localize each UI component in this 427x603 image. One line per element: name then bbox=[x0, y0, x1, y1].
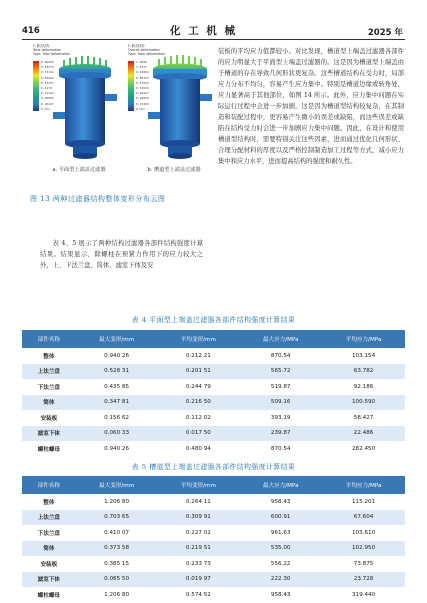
table-cell: 1.206 80 bbox=[76, 494, 158, 510]
table-cell: 滤室下体 bbox=[22, 572, 76, 588]
table-cell: 下法兰盘 bbox=[22, 525, 76, 541]
column-header: 平均变形/mm bbox=[157, 330, 239, 348]
column-header: 部件名称 bbox=[22, 330, 76, 348]
table-cell: 0.264 11 bbox=[157, 494, 239, 510]
table-cell: 安装板 bbox=[22, 410, 76, 426]
table-cell: 958.43 bbox=[239, 494, 322, 510]
table-row bbox=[22, 510, 405, 526]
table-cell: 0.385 15 bbox=[76, 556, 158, 572]
legend-value: 0.83579 bbox=[41, 65, 54, 70]
table-cell: 319.440 bbox=[322, 587, 405, 603]
panel-b-head-line: F: 静态结构 bbox=[128, 44, 145, 48]
table-cell: 239.87 bbox=[239, 426, 322, 442]
table-cell: 筒体 bbox=[22, 541, 76, 557]
legend-value: 1.0727 bbox=[136, 65, 147, 70]
table-cell: 0.347 81 bbox=[76, 395, 158, 411]
table-cell: 0.233 73 bbox=[157, 556, 239, 572]
table-row bbox=[22, 441, 405, 457]
table-cell: 115.201 bbox=[322, 494, 405, 510]
legend-value: 0.80453 bbox=[136, 75, 149, 80]
journal-title: 化 工 机 械 bbox=[170, 25, 237, 37]
table-cell: 0.703 65 bbox=[76, 510, 158, 526]
legend-value: 0.40227 bbox=[136, 91, 149, 96]
table-header-row bbox=[22, 330, 405, 348]
panel-b-filter-model bbox=[146, 54, 218, 162]
table-row bbox=[22, 364, 405, 380]
table-4 bbox=[22, 330, 405, 457]
legend-value: 0 Min bbox=[41, 106, 51, 111]
table-row bbox=[22, 541, 405, 557]
legend-value: 0 Min bbox=[136, 106, 146, 111]
legend-value: 0.13409 bbox=[136, 101, 149, 106]
column-header: 最大应力/MPa bbox=[239, 330, 322, 348]
column-header: 平均应力/MPa bbox=[322, 476, 405, 494]
figure-panel-a bbox=[33, 44, 125, 179]
table-cell: 0.410 07 bbox=[76, 525, 158, 541]
column-header: 最大变形/mm bbox=[76, 330, 158, 348]
table-cell: 0.219 51 bbox=[157, 541, 239, 557]
panel-a-filter-model bbox=[51, 54, 123, 162]
table-row bbox=[22, 410, 405, 426]
table-cell: 滤室下体 bbox=[22, 426, 76, 442]
paragraph: 表 4、5 展示了两种结构过滤器各部件结构强度计算结果。结果显示，除螺柱在预紧力作用下的应力较大之外，上、下法兰盘、筒体、滤室下体及安 bbox=[40, 240, 203, 269]
table-row bbox=[22, 395, 405, 411]
legend-value: 0.31342 bbox=[41, 91, 54, 96]
legend-value: 0.62684 bbox=[41, 75, 54, 80]
table-cell: 0.528 31 bbox=[76, 364, 158, 380]
legend-value: 0.20895 bbox=[41, 96, 54, 101]
legend-value: 0.26818 bbox=[136, 96, 149, 101]
table-cell: 282.450 bbox=[322, 441, 405, 457]
table-cell: 0.480 94 bbox=[157, 441, 239, 457]
paragraph: 装板的平均应力值都较小。对比发现，槽道型上端盖过滤器各部件的应力明显大于平面型上端盖过滤器的。这是因为槽道型上端盖由于槽道的存在导致几何形状更复杂。这些槽道结构在受力时，局部应力分布不均匀，容易产生应力集中。特别是槽道边缘或转角处，应力显著高于其他部位，如图 14 所示。此外，应力集中问题在实际运行过程中会进一步加剧，这是因为槽道型结构较复杂，在其制造和装配过程中，更容易产生微小的误差或缺陷，而这些误差或缺陷在结构受力时会进一步加剧应力集中问题。因此，在设计和使用槽道型结构时，需要特别关注这些因素，进而通过优化几何形状、合理分配材料的厚度以及严格控制制造加工过程等方式，减小应力集中和应力水平，进而提高结构的强度和耐久性。 bbox=[218, 48, 404, 165]
table-cell: 0.017 50 bbox=[157, 426, 239, 442]
legend-value: 0.73131 bbox=[41, 70, 54, 75]
column-header: 平均应力/MPa bbox=[322, 330, 405, 348]
table-cell: 100.590 bbox=[322, 395, 405, 411]
table-cell: 519.87 bbox=[239, 379, 322, 395]
table-cell: 整体 bbox=[22, 494, 76, 510]
table-cell: 58.427 bbox=[322, 410, 405, 426]
table-cell: 0.112 02 bbox=[157, 410, 239, 426]
table-cell: 958.43 bbox=[239, 587, 322, 603]
table-cell: 0.216 50 bbox=[157, 395, 239, 411]
legend-value: 1.2068 bbox=[136, 60, 147, 64]
legend-value: 0.4179 bbox=[41, 86, 52, 91]
table-cell: 1.206 80 bbox=[76, 587, 158, 603]
table-cell: 600.91 bbox=[239, 510, 322, 526]
table-5-title: 表 5 槽道型上端盖过滤器各部件结构强度计算结果 bbox=[131, 463, 296, 471]
column-header: 平均变形/mm bbox=[157, 476, 239, 494]
table-cell: 961.63 bbox=[239, 525, 322, 541]
panel-a-color-legend bbox=[33, 61, 39, 111]
table-cell: 下法兰盘 bbox=[22, 379, 76, 395]
table-cell: 0.201 51 bbox=[157, 364, 239, 380]
panel-b-caption: b. 槽道型上端盖过滤器 bbox=[147, 167, 201, 173]
table-cell: 0.373 58 bbox=[76, 541, 158, 557]
table-row bbox=[22, 348, 405, 364]
legend-value: 0.93864 bbox=[136, 70, 149, 75]
table-cell: 0.309 91 bbox=[157, 510, 239, 526]
panel-b-head-line: Type: Total deformation bbox=[128, 52, 166, 56]
panel-b-color-legend bbox=[128, 61, 134, 111]
table-header-row bbox=[22, 476, 405, 494]
table-cell: 103.154 bbox=[322, 348, 405, 364]
column-header: 最大应力/MPa bbox=[239, 476, 322, 494]
table-row bbox=[22, 572, 405, 588]
table-cell: 73.875 bbox=[322, 556, 405, 572]
table-cell: 0.065 50 bbox=[76, 572, 158, 588]
column-header: 部件名称 bbox=[22, 476, 76, 494]
table-5 bbox=[22, 476, 405, 603]
table-cell: 535.00 bbox=[239, 541, 322, 557]
table-cell: 565.72 bbox=[239, 364, 322, 380]
table-cell: 0.212 21 bbox=[157, 348, 239, 364]
table-cell: 23.728 bbox=[322, 572, 405, 588]
table-cell: 22.486 bbox=[322, 426, 405, 442]
table-row bbox=[22, 494, 405, 510]
table-cell: 螺柱螺母 bbox=[22, 587, 76, 603]
body-text-left bbox=[40, 238, 203, 271]
legend-value: 0.10447 bbox=[41, 101, 54, 106]
table-cell: 0.940 26 bbox=[76, 441, 158, 457]
panel-a-head-line: Total deformation bbox=[33, 48, 61, 52]
table-row bbox=[22, 525, 405, 541]
table-cell: 103.610 bbox=[322, 525, 405, 541]
table-4-title: 表 4 平面型上端盖过滤器各部件结构强度计算结果 bbox=[131, 316, 296, 324]
figure-title: 图 13 两种过滤器结构整体变形分布云图 bbox=[30, 195, 166, 203]
table-cell: 0.940 26 bbox=[76, 348, 158, 364]
page-number: 416 bbox=[22, 26, 40, 36]
table-cell: 67.604 bbox=[322, 510, 405, 526]
table-cell: 0.060 33 bbox=[76, 426, 158, 442]
table-cell: 102.950 bbox=[322, 541, 405, 557]
table-cell: 安装板 bbox=[22, 556, 76, 572]
table-cell: 筒体 bbox=[22, 395, 76, 411]
table-cell: 0.244 79 bbox=[157, 379, 239, 395]
table-cell: 整体 bbox=[22, 348, 76, 364]
table-cell: 0.435 85 bbox=[76, 379, 158, 395]
column-header: 最大变形/mm bbox=[76, 476, 158, 494]
body-text-right bbox=[218, 46, 404, 167]
table-cell: 92.186 bbox=[322, 379, 405, 395]
legend-value: 0.94026 bbox=[41, 60, 54, 64]
table-cell: 63.782 bbox=[322, 364, 405, 380]
legend-value: 0.53636 bbox=[136, 86, 149, 91]
figure-panel-b bbox=[128, 44, 220, 179]
panel-b-head-line: Overall deformation bbox=[128, 48, 160, 52]
table-row bbox=[22, 426, 405, 442]
issue-year: 2025 年 bbox=[367, 28, 403, 38]
header-rule bbox=[22, 39, 405, 40]
table-cell: 870.54 bbox=[239, 348, 322, 364]
table-cell: 上法兰盘 bbox=[22, 364, 76, 380]
legend-value: 0.67044 bbox=[136, 80, 149, 85]
table-row bbox=[22, 379, 405, 395]
table-cell: 0.019 97 bbox=[157, 572, 239, 588]
panel-a-caption: a. 平面型上端盖过滤器 bbox=[52, 167, 106, 173]
table-cell: 222.30 bbox=[239, 572, 322, 588]
table-cell: 螺柱螺母 bbox=[22, 441, 76, 457]
table-row bbox=[22, 556, 405, 572]
table-cell: 上法兰盘 bbox=[22, 510, 76, 526]
table-row bbox=[22, 587, 405, 603]
table-cell: 509.16 bbox=[239, 395, 322, 411]
table-cell: 0.574 52 bbox=[157, 587, 239, 603]
panel-a-head-line: Type: Total deformation bbox=[33, 52, 71, 56]
panel-a-head-line: F: 静态结构 bbox=[33, 44, 50, 48]
table-cell: 393.19 bbox=[239, 410, 322, 426]
legend-value: 0.52237 bbox=[41, 80, 54, 85]
table-cell: 556.22 bbox=[239, 556, 322, 572]
table-cell: 0.156 62 bbox=[76, 410, 158, 426]
table-cell: 870.54 bbox=[239, 441, 322, 457]
table-cell: 0.227 02 bbox=[157, 525, 239, 541]
